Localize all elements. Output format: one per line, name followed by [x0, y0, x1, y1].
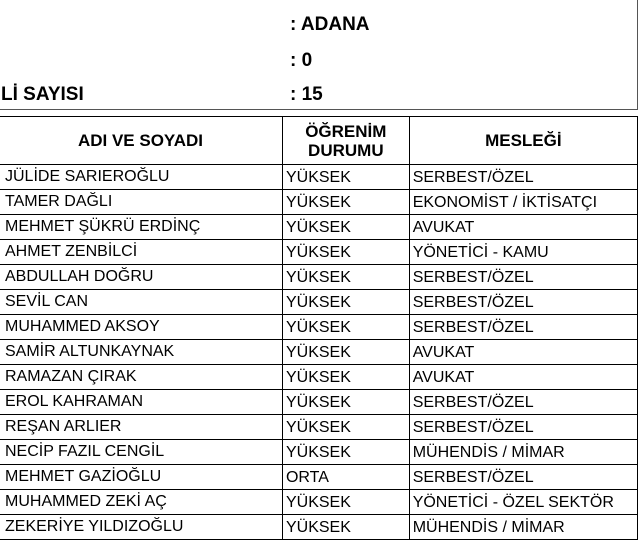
cell-education: YÜKSEK [282, 315, 409, 340]
cell-profession: SERBEST/ÖZEL [409, 415, 637, 440]
table-row [0, 490, 638, 515]
cell-name: NECİP FAZIL CENGİL [0, 440, 282, 465]
table-row [0, 290, 638, 315]
cell-name: EROL KAHRAMAN [0, 390, 282, 415]
cell-profession: MÜHENDİS / MİMAR [409, 515, 637, 540]
cell-education: YÜKSEK [282, 265, 409, 290]
cell-profession: SERBEST/ÖZEL [409, 465, 637, 490]
cell-education: YÜKSEK [282, 390, 409, 415]
province-value: : ADANA [290, 14, 370, 35]
cell-name: SEVİL CAN [0, 290, 282, 315]
cell-profession: SERBEST/ÖZEL [409, 315, 637, 340]
cell-education: YÜKSEK [282, 440, 409, 465]
cell-education: YÜKSEK [282, 515, 409, 540]
cell-education: YÜKSEK [282, 490, 409, 515]
cell-education: YÜKSEK [282, 415, 409, 440]
cell-profession: SERBEST/ÖZEL [409, 290, 637, 315]
cell-name: SAMİR ALTUNKAYNAK [0, 340, 282, 365]
table-body [0, 165, 638, 540]
table-row [0, 415, 638, 440]
cell-name: ABDULLAH DOĞRU [0, 265, 282, 290]
cell-profession: SERBEST/ÖZEL [409, 265, 637, 290]
cell-education: YÜKSEK [282, 240, 409, 265]
cell-name: MUHAMMED ZEKİ AÇ [0, 490, 282, 515]
table-row [0, 440, 638, 465]
zero-value: : 0 [290, 50, 313, 71]
cell-education: YÜKSEK [282, 340, 409, 365]
table-row [0, 365, 638, 390]
table-row [0, 190, 638, 215]
count-label: Lİ SAYISI [1, 84, 84, 105]
cell-profession: MÜHENDİS / MİMAR [409, 440, 637, 465]
table-row [0, 265, 638, 290]
candidate-table [0, 116, 638, 540]
cell-name: RAMAZAN ÇIRAK [0, 365, 282, 390]
cell-education: YÜKSEK [282, 365, 409, 390]
count-value: : 15 [290, 84, 323, 105]
column-header-education: ÖĞRENİM DURUMU [282, 117, 409, 165]
cell-education: YÜKSEK [282, 215, 409, 240]
table-row [0, 215, 638, 240]
cell-profession: SERBEST/ÖZEL [409, 165, 637, 190]
table-row [0, 165, 638, 190]
cell-name: REŞAN ARLIER [0, 415, 282, 440]
header-box [0, 0, 638, 110]
cell-name: MEHMET ŞÜKRÜ ERDİNÇ [0, 215, 282, 240]
cell-profession: SERBEST/ÖZEL [409, 390, 637, 415]
cell-education: ORTA [282, 465, 409, 490]
table-header-row [0, 117, 638, 165]
cell-profession: EKONOMİST / İKTİSATÇI [409, 190, 637, 215]
table-row [0, 465, 638, 490]
cell-education: YÜKSEK [282, 290, 409, 315]
table-row [0, 390, 638, 415]
cell-profession: AVUKAT [409, 215, 637, 240]
table-row [0, 315, 638, 340]
table-row [0, 240, 638, 265]
cell-name: ZEKERİYE YILDIZOĞLU [0, 515, 282, 540]
cell-profession: AVUKAT [409, 365, 637, 390]
cell-name: JÜLİDE SARIEROĞLU [0, 165, 282, 190]
cell-education: YÜKSEK [282, 165, 409, 190]
cell-profession: YÖNETİCİ - KAMU [409, 240, 637, 265]
cell-name: AHMET ZENBİLCİ [0, 240, 282, 265]
cell-profession: YÖNETİCİ - ÖZEL SEKTÖR [409, 490, 637, 515]
cell-name: MEHMET GAZİOĞLU [0, 465, 282, 490]
column-header-profession: MESLEĞİ [409, 117, 637, 165]
cell-name: TAMER DAĞLI [0, 190, 282, 215]
table-row [0, 515, 638, 540]
table-row [0, 340, 638, 365]
cell-name: MUHAMMED AKSOY [0, 315, 282, 340]
cell-profession: AVUKAT [409, 340, 637, 365]
column-header-name: ADI VE SOYADI [0, 117, 282, 165]
cell-education: YÜKSEK [282, 190, 409, 215]
